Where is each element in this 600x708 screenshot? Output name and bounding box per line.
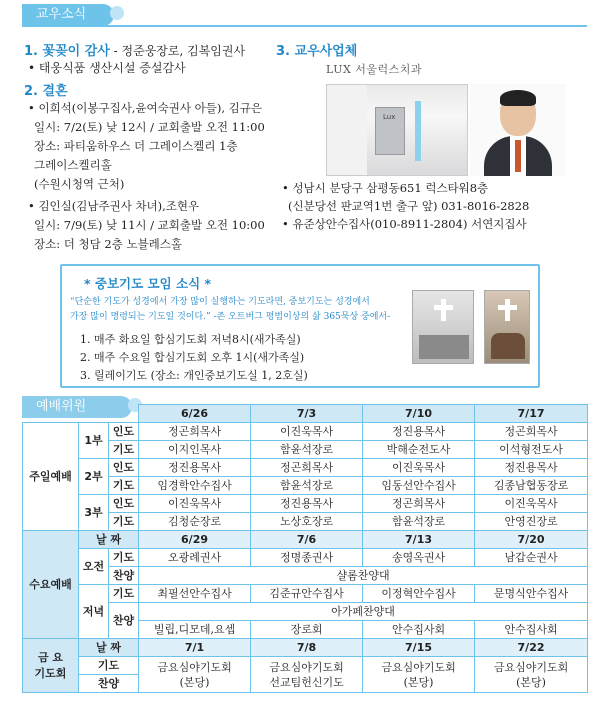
praise-label: 찬양 — [109, 567, 139, 585]
prayer-title: * 중보기도 모임 소식 * — [84, 276, 212, 291]
wedding1-line5: (수원시청역 근처) — [34, 177, 125, 191]
prayer-item: 1. 매주 화요일 합심기도회 저녁8시(새가족실) — [80, 333, 301, 346]
friday-prayer-label: 금 요 기도회 — [23, 639, 79, 693]
flower-heading: 1. 꽃꽂이 감사 - 정준웅장로, 김복임권사 — [24, 44, 246, 59]
pray-label: 기도 — [109, 549, 139, 567]
table-cell: 정곤희목사 — [139, 423, 251, 441]
lead-label: 인도 — [109, 495, 139, 513]
table-cell: 함윤석장로 — [363, 513, 475, 531]
sunday-service-label: 주일예배 — [23, 423, 79, 531]
morning-label: 오전 — [79, 549, 109, 585]
prayer-room-photo — [412, 290, 474, 364]
prayer-item: 2. 매주 수요일 합심기도회 오후 1시(새가족실) — [80, 351, 305, 364]
wednesday-date: 7/6 — [251, 531, 363, 549]
morning-choir: 샬롬찬양대 — [139, 567, 588, 585]
dental-office-photo: Lux — [326, 84, 468, 176]
news-section-line — [22, 25, 587, 27]
prayer-item: 3. 릴레이기도 (장소: 개인중보기도실 1, 2호실) — [80, 369, 308, 382]
pray-label: 기도 — [109, 513, 139, 531]
wednesday-service-label: 수요예배 — [23, 531, 79, 639]
lead-label: 인도 — [109, 459, 139, 477]
part3-label: 3부 — [79, 495, 109, 531]
business-heading: 3. 교우사업체 — [276, 44, 358, 59]
evening-choir: 아가페찬양대 — [139, 603, 588, 621]
business-logo: LUX 서울럭스치과 — [326, 63, 423, 76]
table-cell: 금요심야기도회 (본당) — [475, 657, 588, 693]
table-cell: 이진욱목사 — [251, 423, 363, 441]
evening-label: 저녁 — [79, 585, 109, 639]
flower-item: • 태웅식품 생산시설 증설감사 — [28, 61, 186, 75]
friday-date: 7/8 — [251, 639, 363, 657]
table-cell: 정진용목사 — [363, 423, 475, 441]
table-cell: 빌립,디모데,요셉 — [139, 621, 251, 639]
sunday-date: 7/3 — [251, 405, 363, 423]
prayer-quote-line2: 가장 많이 명령되는 기도일 것이다.” -존 오트버그 평범이상의 삶 365묵상 중에서- — [70, 312, 391, 322]
date-label: 날 짜 — [79, 639, 139, 657]
table-cell: 최필선안수집사 — [139, 585, 251, 603]
praise-label: 찬양 — [109, 603, 139, 639]
part2-label: 2부 — [79, 459, 109, 495]
table-cell: 정진용목사 — [251, 495, 363, 513]
table-cell: 김준규안수집사 — [251, 585, 363, 603]
owner-portrait-photo — [470, 84, 566, 176]
wedding1-line2: 일시: 7/2(토) 낮 12시 / 교회출발 오전 11:00 — [34, 120, 265, 134]
table-cell: 정진용목사 — [475, 459, 588, 477]
table-cell: 안수집사회 — [363, 621, 475, 639]
wednesday-date: 6/29 — [139, 531, 251, 549]
friday-date: 7/22 — [475, 639, 588, 657]
table-cell: 이진욱목사 — [363, 459, 475, 477]
table-cell: 안수집사회 — [475, 621, 588, 639]
table-cell: 안영진장로 — [475, 513, 588, 531]
table-cell: 남갑순권사 — [475, 549, 588, 567]
sunday-date: 7/17 — [475, 405, 588, 423]
table-cell: 이정혁안수집사 — [363, 585, 475, 603]
business-owner: • 유준상안수집사(010-8911-2804) 서연지집사 — [282, 217, 527, 231]
worship-committee-table — [22, 404, 588, 693]
wedding-heading: 2. 결혼 — [24, 84, 68, 99]
table-cell: 임동선안수집사 — [363, 477, 475, 495]
lead-label: 인도 — [109, 423, 139, 441]
table-cell: 박해순전도사 — [363, 441, 475, 459]
table-cell: 문명식안수집사 — [475, 585, 588, 603]
table-cell: 함윤석장로 — [251, 441, 363, 459]
news-section-tab: 교우소식 — [22, 4, 114, 26]
worship-section-tab: 예배위원 — [22, 396, 132, 418]
table-cell: 정진용목사 — [139, 459, 251, 477]
table-cell: 송영옥권사 — [363, 549, 475, 567]
friday-date: 7/1 — [139, 639, 251, 657]
table-cell: 이지인목사 — [139, 441, 251, 459]
table-cell: 노상호장로 — [251, 513, 363, 531]
friday-pray-label: 기도 — [79, 657, 139, 675]
table-cell: 장로회 — [251, 621, 363, 639]
table-cell: 임경학안수집사 — [139, 477, 251, 495]
table-cell: 이진욱목사 — [139, 495, 251, 513]
sunday-date: 6/26 — [139, 405, 251, 423]
wedding1-line1: • 이희석(이봉구집사,윤여숙권사 아들), 김규은 — [28, 101, 262, 115]
table-cell: 김청순장로 — [139, 513, 251, 531]
sunday-date: 7/10 — [363, 405, 475, 423]
table-cell: 정곤희목사 — [475, 423, 588, 441]
table-cell: 정명종권사 — [251, 549, 363, 567]
wedding2-line1: • 김인실(김남주권사 차녀),조현우 — [28, 199, 200, 213]
prayer-quote-line1: “단순한 기도가 성경에서 가장 많이 실행하는 기도라면, 중보기도는 성경에서 — [70, 297, 370, 307]
business-phone: (신분당선 판교역1번 출구 앞) 031-8016-2828 — [288, 199, 530, 213]
table-cell: 김종남협동장로 — [475, 477, 588, 495]
wednesday-date: 7/20 — [475, 531, 588, 549]
table-cell: 이진욱목사 — [475, 495, 588, 513]
table-cell: 정곤희목사 — [363, 495, 475, 513]
friday-praise-label: 찬양 — [79, 675, 139, 693]
part1-label: 1부 — [79, 423, 109, 459]
pray-label: 기도 — [109, 477, 139, 495]
prayer-room-photo-2 — [484, 290, 530, 364]
pray-label: 기도 — [109, 441, 139, 459]
wedding1-line4: 그레이스켈리홀 — [34, 158, 112, 172]
wedding2-line3: 장소: 더 청담 2층 노블레스홀 — [34, 237, 183, 251]
wednesday-date: 7/13 — [363, 531, 475, 549]
date-label: 날 짜 — [79, 531, 139, 549]
table-cell: 금요심야기도회 (본당) — [139, 657, 251, 693]
wedding2-line2: 일시: 7/9(토) 낮 11시 / 교회출발 오전 10:00 — [34, 218, 265, 232]
table-cell: 함윤석장로 — [251, 477, 363, 495]
business-address: • 성남시 분당구 삼평동651 럭스타워8층 — [282, 181, 489, 195]
table-cell: 이석형전도사 — [475, 441, 588, 459]
table-cell: 정곤희목사 — [251, 459, 363, 477]
table-cell: 금요심야기도회 선교팀헌신기도 — [251, 657, 363, 693]
table-cell: 오광례권사 — [139, 549, 251, 567]
wedding1-line3: 장소: 파티움하우스 더 그레이스켈리 1층 — [34, 139, 238, 153]
pray-label: 기도 — [109, 585, 139, 603]
table-cell: 금요심야기도회 (본당) — [363, 657, 475, 693]
friday-date: 7/15 — [363, 639, 475, 657]
